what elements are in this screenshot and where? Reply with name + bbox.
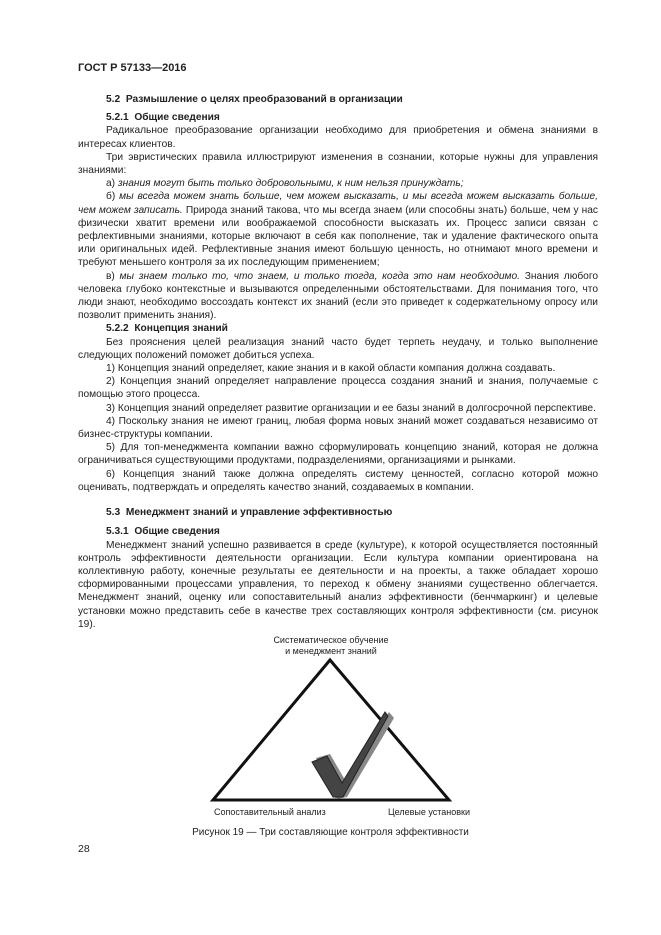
subsection-heading: 5.2.1 Общие сведения xyxy=(106,112,220,124)
section-heading: 5.3 Менеджмент знаний и управление эффективностью xyxy=(106,507,393,519)
paragraph: Менеджмент знаний успешно развивается в среде (культуре), к которой осуществляется постоянный контроль эффективности деятельности организации. Если культура компании ориентирована на коллективную работу, конечные результаты ее деятельности и на проекты, а также обладает хорошо сформированными процессами управления, то переход к обмену знаниями существенно облегчается. Менеджмент знаний, оценку или сопоставительный анализ эффективности (бенчмаркинг) и целевые установки можно представить себе в качестве трех составляющих контроля эффективности (см. рисунок 19). xyxy=(78,539,598,630)
list-item: 2) Концепция знаний определяет направление процесса создания знаний и знания, получаемые с помощью этого процесса. xyxy=(78,376,598,401)
rule-v: в) мы знаем только то, что знаем, и только тогда, когда это нам необходимо. Знания любого человека глубоко контекстные и вызываются определенными обстоятельствами. Для понимания того, что люди знают, необходимо воссоздать контекст их знаний (если это приведет к содержательному опросу или позволит применить знания). xyxy=(78,270,598,322)
section-heading: 5.2 Размышление о целях преобразований в организации xyxy=(106,94,403,105)
list-item: 1) Концепция знаний определяет, какие знания и в какой области компания должна создавать. xyxy=(106,363,556,375)
figure-left-label: Сопоставительный анализ xyxy=(214,807,326,817)
subsection-heading: 5.2.2 Концепция знаний xyxy=(106,323,228,335)
rule-b: б) мы всегда можем знать больше, чем можем высказать, и мы всегда можем высказать больше, чем можем записать. Природа знаний такова, что мы всегда знаем (или способны знать) больше, чем у нас физически хватит времени или воображаемой способности высказать их. Процесс записи связан с рефлективными знаниями, которые включают в себя как пополнение, так и удаление фактического опыта или оригинальных идей. Рефлективные знания имеют большую ценность, но отнимают много времени и требуют меньшего контроля за их последующим применением; xyxy=(78,191,598,269)
paragraph: Радикальное преобразование организации необходимо для приобретения и обмена знаниями в интересах клиентов. xyxy=(78,125,598,150)
figure-right-label: Целевые установки xyxy=(388,807,471,817)
list-item: 3) Концепция знаний определяет развитие организации и ее базы знаний в долгосрочной перспективе. xyxy=(106,402,596,414)
figure-top-label: Систематическое обучение и менеджмент знаний xyxy=(273,635,389,656)
document-header: ГОСТ Р 57133—2016 xyxy=(78,62,187,74)
list-item: 6) Концепция знаний также должна определять систему ценностей, согласно которой можно оценивать, подтверждать и определять качество знаний, создаваемых в компании. xyxy=(78,468,598,493)
page-number: 28 xyxy=(78,843,90,855)
checkmark-icon xyxy=(312,712,388,797)
figure-caption: Рисунок 19 — Три составляющие контроля эффективности xyxy=(192,827,469,838)
list-item: 5) Для топ-менеджмента компании важно сформулировать концепцию знаний, которая не должна ограничиваться существующими продуктами, подразделениями, организациями и рынками. xyxy=(78,442,598,467)
paragraph: Три эвристических правила иллюстрируют изменения в сознании, которые нужны для управления знаниями: xyxy=(78,151,598,177)
paragraph: Без прояснения целей реализация знаний часто будет терпеть неудачу, и только выполнение следующих положений поможет добиться успеха. xyxy=(78,336,598,361)
list-item: 4) Поскольку знания не имеют границ, любая форма новых знаний может создаваться независимо от бизнес-структуры компании. xyxy=(78,415,598,441)
rule-a: а) знания могут быть только добровольными, к ним нельзя принуждать; xyxy=(106,178,464,190)
subsection-heading: 5.3.1 Общие сведения xyxy=(106,526,220,538)
